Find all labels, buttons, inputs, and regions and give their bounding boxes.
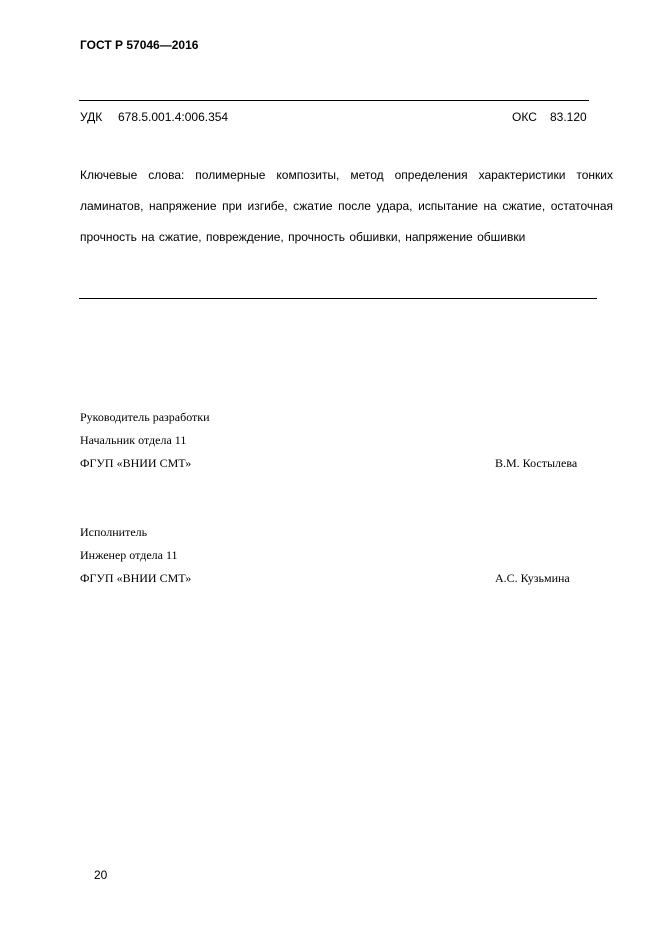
lead-signature-department: Начальник отдела 11	[80, 433, 187, 447]
executor-signature-department: Инженер отдела 11	[80, 548, 178, 562]
bottom-divider	[79, 298, 597, 299]
executor-signature-title: Исполнитель	[80, 525, 148, 539]
standard-code: ГОСТ Р 57046—2016	[80, 38, 199, 52]
oks-label: ОКС	[512, 110, 537, 124]
top-divider	[79, 100, 589, 101]
lead-signature-title: Руководитель разработки	[80, 410, 210, 424]
oks-value: 83.120	[550, 110, 587, 124]
udk-label: УДК	[80, 110, 103, 124]
lead-signature-organization: ФГУП «ВНИИ СМТ»	[80, 456, 192, 470]
lead-signature-name: В.М. Костылева	[495, 456, 578, 470]
udk-value: 678.5.001.4:006.354	[118, 110, 229, 124]
executor-signature-organization: ФГУП «ВНИИ СМТ»	[80, 571, 192, 585]
executor-signature-name: А.С. Кузьмина	[495, 571, 570, 585]
keywords-paragraph: Ключевые слова: полимерные композиты, метод определения характеристики тонких ламинатов, напряжение при изгибе, сжатие после удара, испытание на сжатие, остаточная прочность на сжатие, повреждение, прочность обшивки, напряжение обшивки	[80, 168, 613, 244]
page-number: 20	[94, 868, 108, 882]
